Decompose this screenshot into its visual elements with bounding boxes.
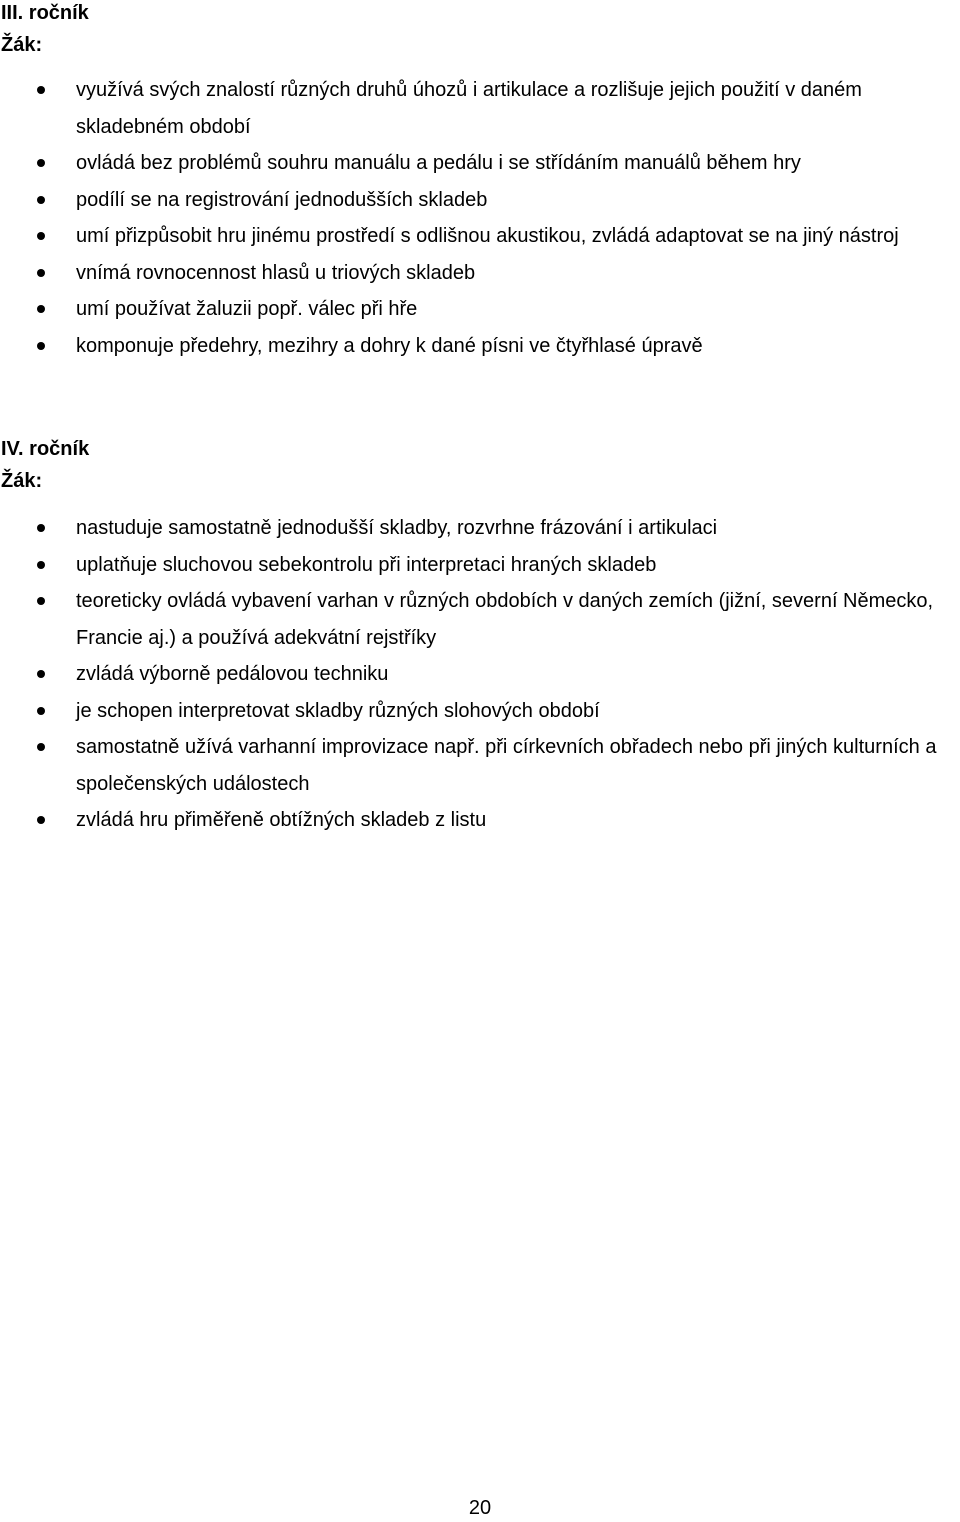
section-heading: III. ročník xyxy=(1,2,89,24)
bullet-icon xyxy=(37,305,45,313)
list-item-text: podílí se na registrování jednodušších skladeb xyxy=(76,188,488,211)
list-item-text: zvládá hru přiměřeně obtížných skladeb z listu xyxy=(76,809,487,831)
list-item xyxy=(0,255,960,292)
bullet-icon xyxy=(37,561,45,569)
list-item-text: komponuje předehry, mezihry a dohry k dané písni ve čtyřhlasé úpravě xyxy=(76,334,703,357)
bullet-icon xyxy=(37,86,45,94)
list-item-text: vnímá rovnocennost hlasů u triových skladeb xyxy=(76,261,476,284)
list-item-text: ovládá bez problémů souhru manuálu a pedálu i se střídáním manuálů během hry xyxy=(76,152,801,174)
list-item xyxy=(0,802,960,839)
section-subheading: Žák: xyxy=(1,34,43,56)
bullet-icon xyxy=(37,342,45,350)
bullet-icon xyxy=(37,816,45,824)
bullet-icon xyxy=(37,707,45,715)
section-subheading: Žák: xyxy=(1,470,43,492)
list-item xyxy=(0,72,960,145)
section-grade-4 xyxy=(0,436,960,839)
list-item-text: využívá svých znalostí různých druhů úhozů i artikulace a rozlišuje jejich použití v daném skladebném období xyxy=(76,79,862,138)
list-item xyxy=(0,656,960,693)
list-item xyxy=(0,218,960,255)
bullet-icon xyxy=(37,743,45,751)
list-item-text: zvládá výborně pedálovou techniku xyxy=(76,663,389,685)
list-item xyxy=(0,729,960,802)
bullet-icon xyxy=(37,196,45,204)
bullet-icon xyxy=(37,670,45,678)
list-item xyxy=(0,291,960,328)
list-item-text: uplatňuje sluchovou sebekontrolu při interpretaci hraných skladeb xyxy=(76,553,657,576)
list-item-text: teoreticky ovládá vybavení varhan v různých obdobích v daných zemích (jižní, severní Německo, Francie aj.) a používá adekvátní rejstříky xyxy=(76,590,934,649)
list-item xyxy=(0,182,960,219)
list-item xyxy=(0,328,960,365)
list-item-text: samostatně užívá varhanní improvizace např. při církevních obřadech nebo při jiných kulturních a společenských událostech xyxy=(76,736,937,795)
bullet-list xyxy=(0,510,960,839)
list-item-text: umí používat žaluzii popř. válec při hře xyxy=(76,298,418,320)
list-item xyxy=(0,510,960,547)
list-item xyxy=(0,547,960,584)
section-grade-3 xyxy=(0,0,960,364)
list-item xyxy=(0,145,960,182)
bullet-icon xyxy=(37,159,45,167)
list-item xyxy=(0,583,960,656)
bullet-icon xyxy=(37,597,45,605)
list-item xyxy=(0,693,960,730)
section-heading: IV. ročník xyxy=(1,438,90,460)
bullet-icon xyxy=(37,524,45,532)
bullet-icon xyxy=(37,232,45,240)
list-item-text: umí přizpůsobit hru jinému prostředí s odlišnou akustikou, zvládá adaptovat se na jiný nástroj xyxy=(76,225,899,247)
page-number: 20 xyxy=(468,1497,492,1519)
bullet-icon xyxy=(37,269,45,277)
list-item-text: je schopen interpretovat skladby různých slohových období xyxy=(76,699,600,722)
bullet-list xyxy=(0,72,960,364)
list-item-text: nastuduje samostatně jednodušší skladby, rozvrhne frázování i artikulaci xyxy=(76,517,718,539)
